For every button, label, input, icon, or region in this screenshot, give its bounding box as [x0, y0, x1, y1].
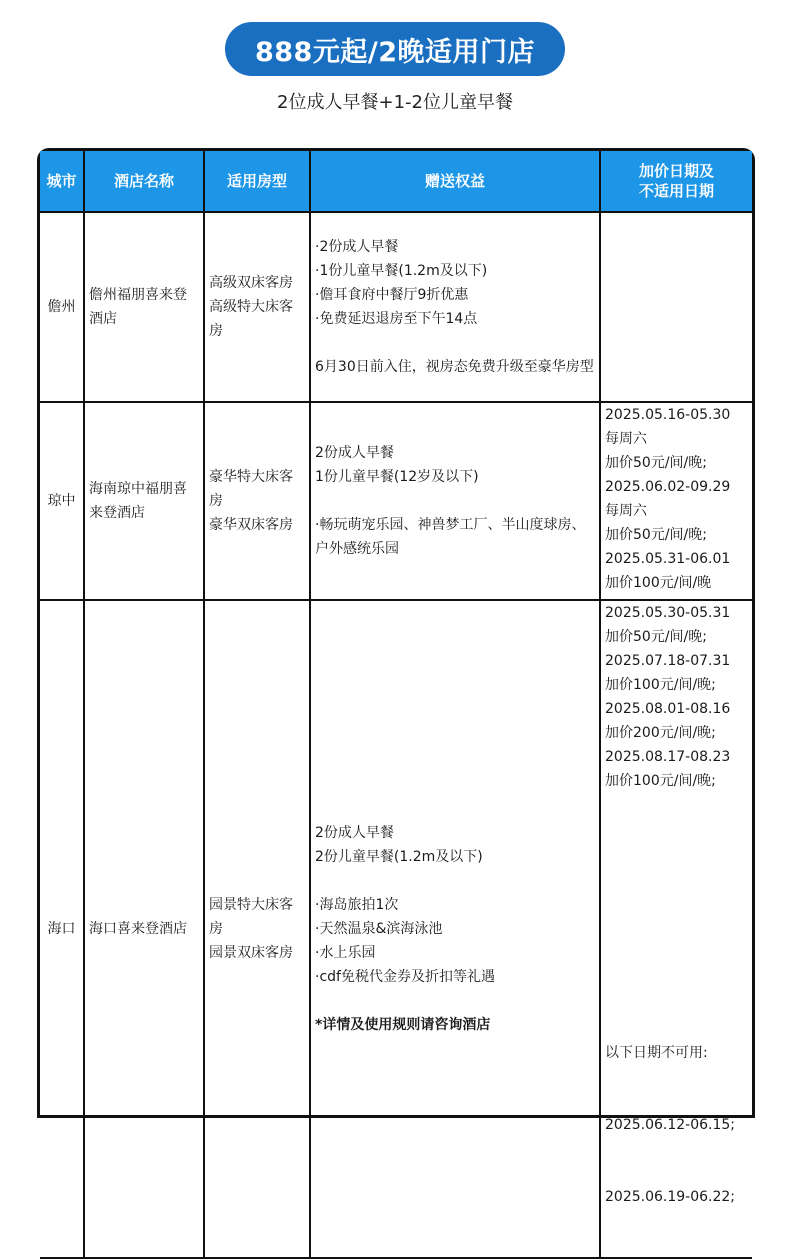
col-room: 适用房型 [204, 151, 310, 212]
subtitle: 2位成人早餐+1-2位儿童早餐 [277, 92, 513, 113]
col-benefits: 赠送权益 [310, 151, 600, 212]
room-cell: 高级双床客房 高级特大床客房 [204, 212, 310, 402]
unavailable-dates: 以下日期不可用: 2025.06.12-06.15; 2025.06.19-06.22; [605, 1045, 736, 1205]
hotel-cell: 海南琼中福朋喜来登酒店 [84, 402, 204, 600]
dates-cell [600, 212, 752, 402]
hotel-cell: 儋州福朋喜来登酒店 [84, 212, 204, 402]
hotel-table [37, 148, 755, 1205]
col-city: 城市 [40, 151, 84, 212]
dates-cell: 2025.05.30-05.31 加价50元/间/晚; 2025.07.18-07.31 加价100元/间/晚; 2025.08.01-08.16 加价200元/间/晚; 2025.08.17-08.23 加价100元/间/晚; 以下日期不可用: 2025.06.12-06.15; 2025.06.19-06.22; [600, 600, 752, 1258]
room-cell: 豪华特大床客房 豪华双床客房 [204, 402, 310, 600]
title-banner [225, 22, 565, 76]
hotel-cell: 海口喜来登酒店 [84, 600, 204, 1258]
table-row [40, 600, 752, 1258]
dates-cell: 2025.05.16-05.30 每周六 加价50元/间/晚; 2025.06.02-09.29 每周六 加价50元/间/晚; 2025.05.31-06.01 加价100元/间/晚 [600, 402, 752, 600]
city-cell: 琼中 [40, 402, 84, 600]
col-hotel: 酒店名称 [84, 151, 204, 212]
table-row [40, 402, 752, 600]
table-row [40, 212, 752, 402]
table-header-row [40, 151, 752, 212]
benefits-cell: 2份成人早餐 2份儿童早餐(1.2m及以下) ·海岛旅拍1次 ·天然温泉&滨海泳池 ·水上乐园 ·cdf免税代金券及折扣等礼遇 *详情及使用规则请咨询酒店 [310, 600, 600, 1258]
col-dates: 加价日期及 不适用日期 [600, 151, 752, 212]
benefits-cell: 2份成人早餐 1份儿童早餐(12岁及以下) ·畅玩萌宠乐园、神兽梦工厂、半山度球房、户外感统乐园 [310, 402, 600, 600]
city-cell: 儋州 [40, 212, 84, 402]
benefit-note: *详情及使用规则请咨询酒店 [315, 1017, 491, 1033]
page-title: 888元起/2晚适用门店 [254, 36, 535, 68]
benefits-cell: ·2份成人早餐 ·1份儿童早餐(1.2m及以下) ·儋耳食府中餐厅9折优惠 ·免费延迟退房至下午14点 6月30日前入住，视房态免费升级至豪华房型 [310, 212, 600, 402]
room-cell: 园景特大床客房 园景双床客房 [204, 600, 310, 1258]
city-cell: 海口 [40, 600, 84, 1258]
